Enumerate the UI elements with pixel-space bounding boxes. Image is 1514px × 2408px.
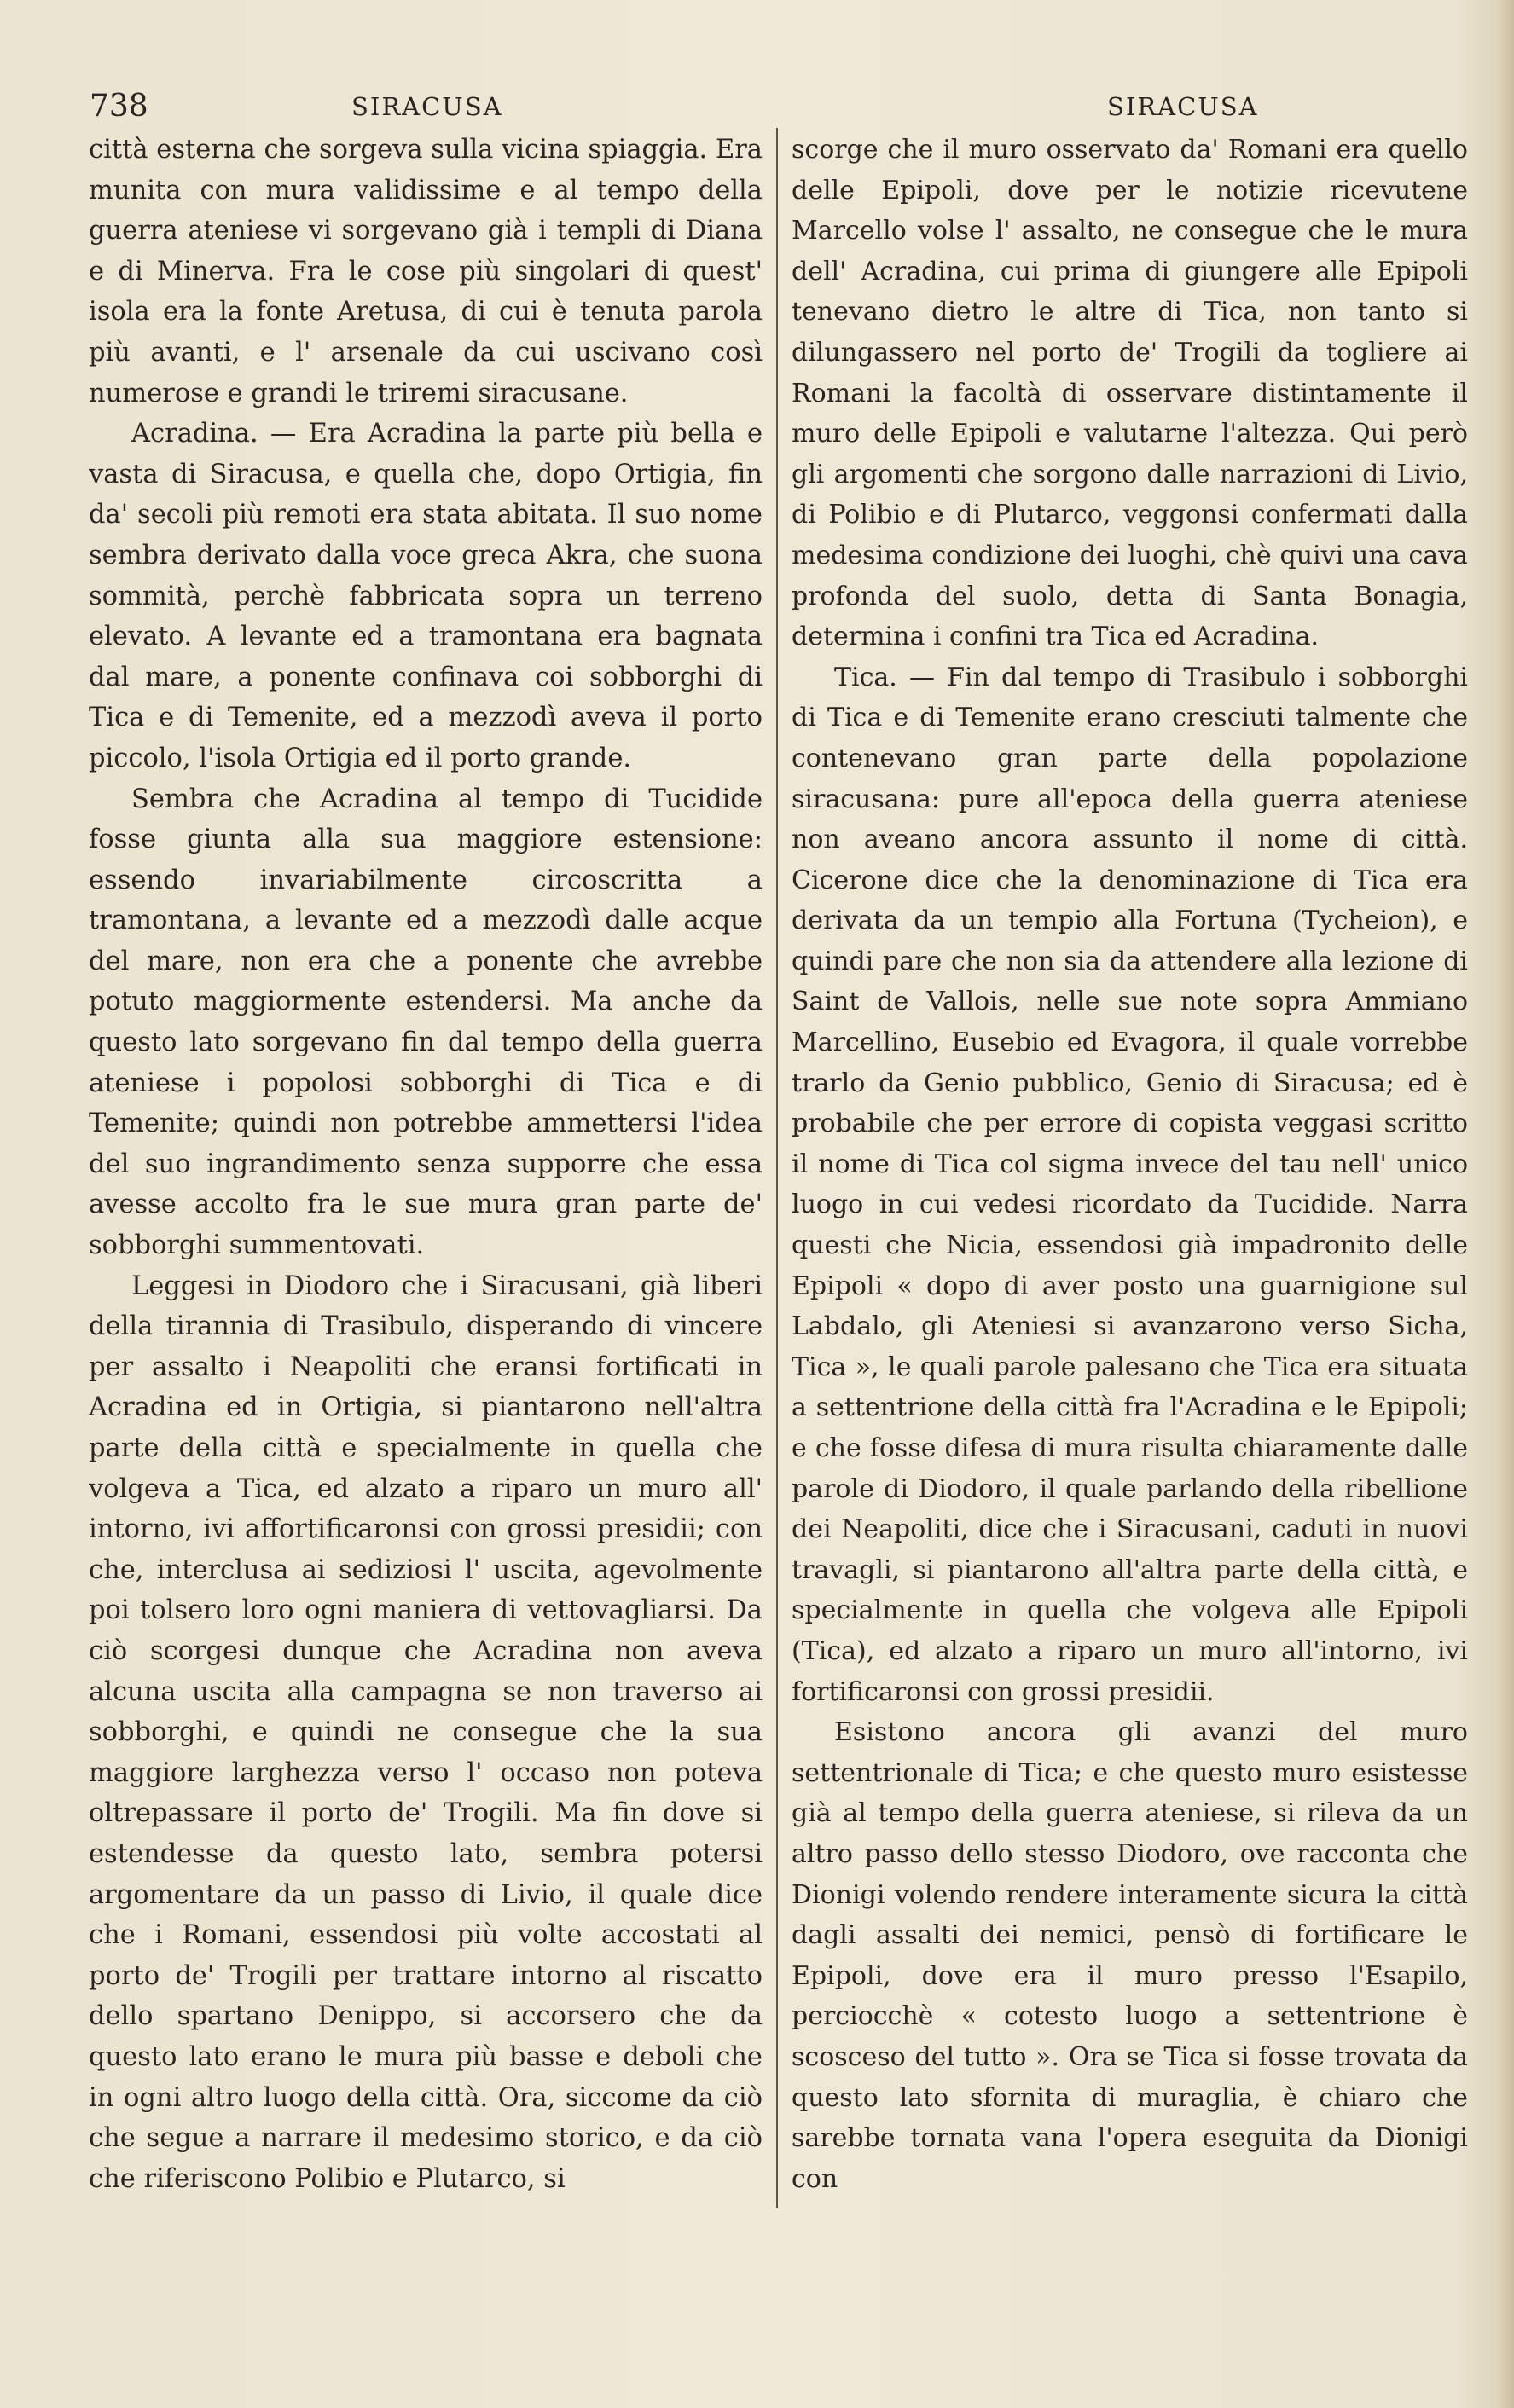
column-divider	[776, 128, 778, 2208]
page-edge	[1499, 0, 1514, 2408]
paragraph: città esterna che sorgeva sulla vicina spiaggia. Era munita con mura validissime e al tempo della guerra ateniese vi sorgevano già i templi di Diana e di Minerva. Fra le cose più singolari di quest' isola era la fonte Aretusa, di cui è tenuta parola più avanti, e l' arsenale da cui uscivano così numerose e grandi le triremi siracusane.	[89, 135, 763, 408]
paragraph: Esistono ancora gli avanzi del muro settentrionale di Tica; e che questo muro esistesse già al tempo della guerra ateniese, si rileva da un altro passo dello stesso Diodoro, ove racconta che Dionigi volendo rendere interamente sicura la città dagli assalti dei nemici, pensò di fortificare le Epipoli, dove era il muro presso l'Esapilo, perciocchè « cotesto luogo a settentrione è scosceso del tutto ». Ora se Tica si fosse trovata da questo lato sfornita di muraglia, è chiaro che sarebbe tornata vana l'opera eseguita da Dionigi con	[792, 1717, 1468, 2194]
page-number: 738	[90, 89, 148, 124]
left-column	[89, 130, 763, 2199]
paragraph: Leggesi in Diodoro che i Siracusani, già liberi della tirannia di Trasibulo, disperando di vincere per assalto i Neapoliti che eransi fortificati in Acradina ed in Ortigia, si piantarono nell'altra parte della città e specialmente in quella che volgeva a Tica, ed alzato a riparo un muro all' intorno, ivi affortificaronsi con grossi presidii; con che, interclusa ai sediziosi l' uscita, agevolmente poi tolsero loro ogni maniera di vettovagliarsi. Da ciò scorgesi dunque che Acradina non aveva alcuna uscita alla campagna se non traverso ai sobborghi, e quindi ne consegue che la sua maggiore larghezza verso l' occaso non poteva oltrepassare il porto de' Trogili. Ma fin dove si estendesse da questo lato, sembra potersi argomentare da un passo di Livio, il quale dice che i Romani, essendosi più volte accostati al porto de' Trogili per trattare intorno al riscatto dello spartano Denippo, si accorsero che da questo lato erano le mura più basse e deboli che in ogni altro luogo della città. Ora, siccome da ciò che segue a narrare il medesimo storico, e da ciò che riferiscono Polibio e Plutarco, si	[89, 1271, 763, 2194]
paragraph: Acradina. — Era Acradina la parte più bella e vasta di Siracusa, e quella che, dopo Ortigia, fin da' secoli più remoti era stata abitata. Il suo nome sembra derivato dalla voce greca Akra, che suona sommità, perchè fabbricata sopra un terreno elevato. A levante ed a tramontana era bagnata dal mare, a ponente confinava coi sobborghi di Tica e di Temenite, ed a mezzodì aveva il porto piccolo, l'isola Ortigia ed il porto grande.	[89, 419, 763, 773]
paragraph: Tica. — Fin dal tempo di Trasibulo i sobborghi di Tica e di Temenite erano cresciuti talmente che contenevano gran parte della popolazione siracusana: pure all'epoca della guerra ateniese non aveano ancora assunto il nome di città. Cicerone dice che la denominazione di Tica era derivata da un tempio alla Fortuna (Tycheion), e quindi pare che non sia da attendere alla lezione di Saint de Vallois, nelle sue note sopra Ammiano Marcellino, Eusebio ed Evagora, il quale vorrebbe trarlo da Genio pubblico, Genio di Siracusa; ed è probabile che per errore di copista veggasi scritto il nome di Tica col sigma invece del tau nell' unico luogo in cui vedesi ricordato da Tucidide. Narra questi che Nicia, essendosi già impadronito delle Epipoli « dopo di aver posto una guarnigione sul Labdalo, gli Ateniesi si avanzarono verso Sicha, Tica », le quali parole palesano che Tica era situata a settentrione della città fra l'Acradina e le Epipoli; e che fosse difesa di mura risulta chiaramente dalle parole di Diodoro, il quale parlando della ribellione dei Neapoliti, dice che i Siracusani, caduti in nuovi travagli, si piantarono all'altra parte della città, e specialmente in quella che volgeva alle Epipoli (Tica), ed alzato a riparo un muro all'intorno, ivi fortificaronsi con grossi presidii.	[792, 662, 1468, 1707]
running-title-right: SIRACUSA	[1107, 92, 1259, 121]
paragraph: Sembra che Acradina al tempo di Tucidide fosse giunta alla sua maggiore estensione: essendo invariabilmente circoscritta a tramontana, a levante ed a mezzodì dalle acque del mare, non era che a ponente che avrebbe potuto maggiormente estendersi. Ma anche da questo lato sorgevano fin dal tempo della guerra ateniese i popolosi sobborghi di Tica e di Temenite; quindi non potrebbe ammettersi l'idea del suo ingrandimento senza supporre che essa avesse accolto fra le sue mura gran parte de' sobborghi summentovati.	[89, 784, 763, 1261]
paragraph: scorge che il muro osservato da' Romani era quello delle Epipoli, dove per le notizie ricevutene Marcello volse l' assalto, ne consegue che le mura dell' Acradina, cui prima di giungere alle Epipoli tenevano dietro le altre di Tica, non tanto si dilungassero nel porto de' Trogili da togliere ai Romani la facoltà di osservare distintamente il muro delle Epipoli e valutarne l'altezza. Qui però gli argomenti che sorgono dalle narrazioni di Livio, di Polibio e di Plutarco, veggonsi confermati dalla medesima condizione dei luoghi, chè quivi una cava profonda del suolo, detta di Santa Bonagia, determina i confini tra Tica ed Acradina.	[792, 135, 1468, 652]
running-title-left: SIRACUSA	[351, 92, 503, 121]
right-column	[792, 130, 1468, 2199]
